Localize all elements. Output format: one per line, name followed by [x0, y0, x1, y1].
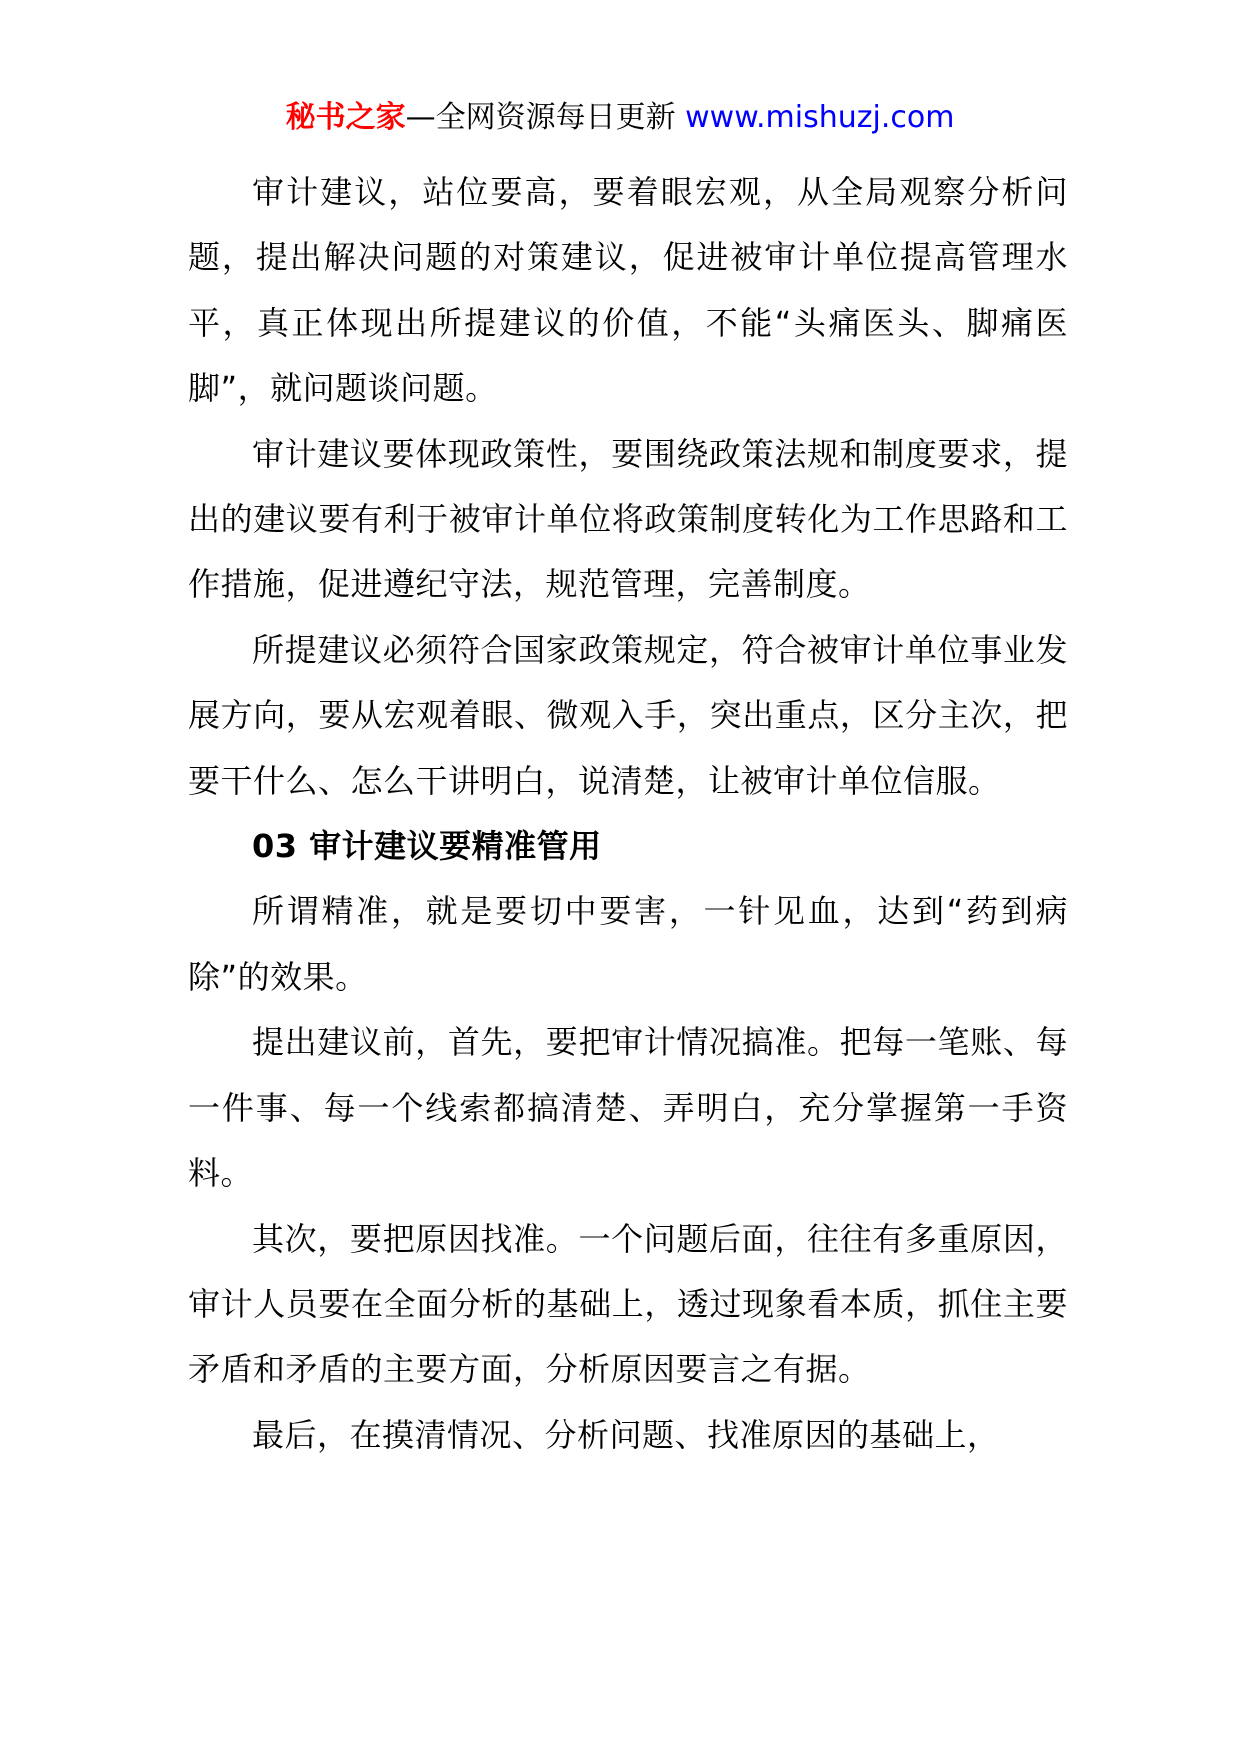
site-url[interactable]: www.mishuzj.com: [685, 100, 955, 135]
section-heading: 03 审计建议要精准管用: [252, 827, 602, 866]
document-body: [188, 160, 1068, 1468]
paragraph: 其次，要把原因找准。一个问题后面，往往有多重原因，审计人员要在全面分析的基础上，透过现象看本质，抓住主要矛盾和矛盾的主要方面，分析原因要言之有据。: [188, 1219, 1068, 1389]
paragraph: 审计建议，站位要高，要着眼宏观，从全局观察分析问题，提出解决问题的对策建议，促进被审计单位提高管理水平，真正体现出所提建议的价值，不能“头痛医头、脚痛医脚”，就问题谈问题。: [188, 173, 1068, 408]
site-header: [0, 98, 1240, 138]
paragraph: 所谓精准，就是要切中要害，一针见血，达到“药到病除”的效果。: [188, 892, 1068, 996]
paragraph: 提出建议前，首先，要把审计情况搞准。把每一笔账、每一件事、每一个线索都搞清楚、弄明白，充分掌握第一手资料。: [188, 1023, 1068, 1193]
paragraph: 所提建议必须符合国家政策规定，符合被审计单位事业发展方向，要从宏观着眼、微观入手，突出重点，区分主次，把要干什么、怎么干讲明白，说清楚，让被审计单位信服。: [188, 630, 1068, 800]
site-tagline: —全网资源每日更新: [405, 100, 686, 135]
brand-name: 秘书之家: [285, 100, 406, 135]
paragraph: 最后，在摸清情况、分析问题、找准原因的基础上，: [252, 1415, 1000, 1454]
paragraph: 审计建议要体现政策性，要围绕政策法规和制度要求，提出的建议要有利于被审计单位将政策制度转化为工作思路和工作措施，促进遵纪守法，规范管理，完善制度。: [188, 434, 1068, 604]
